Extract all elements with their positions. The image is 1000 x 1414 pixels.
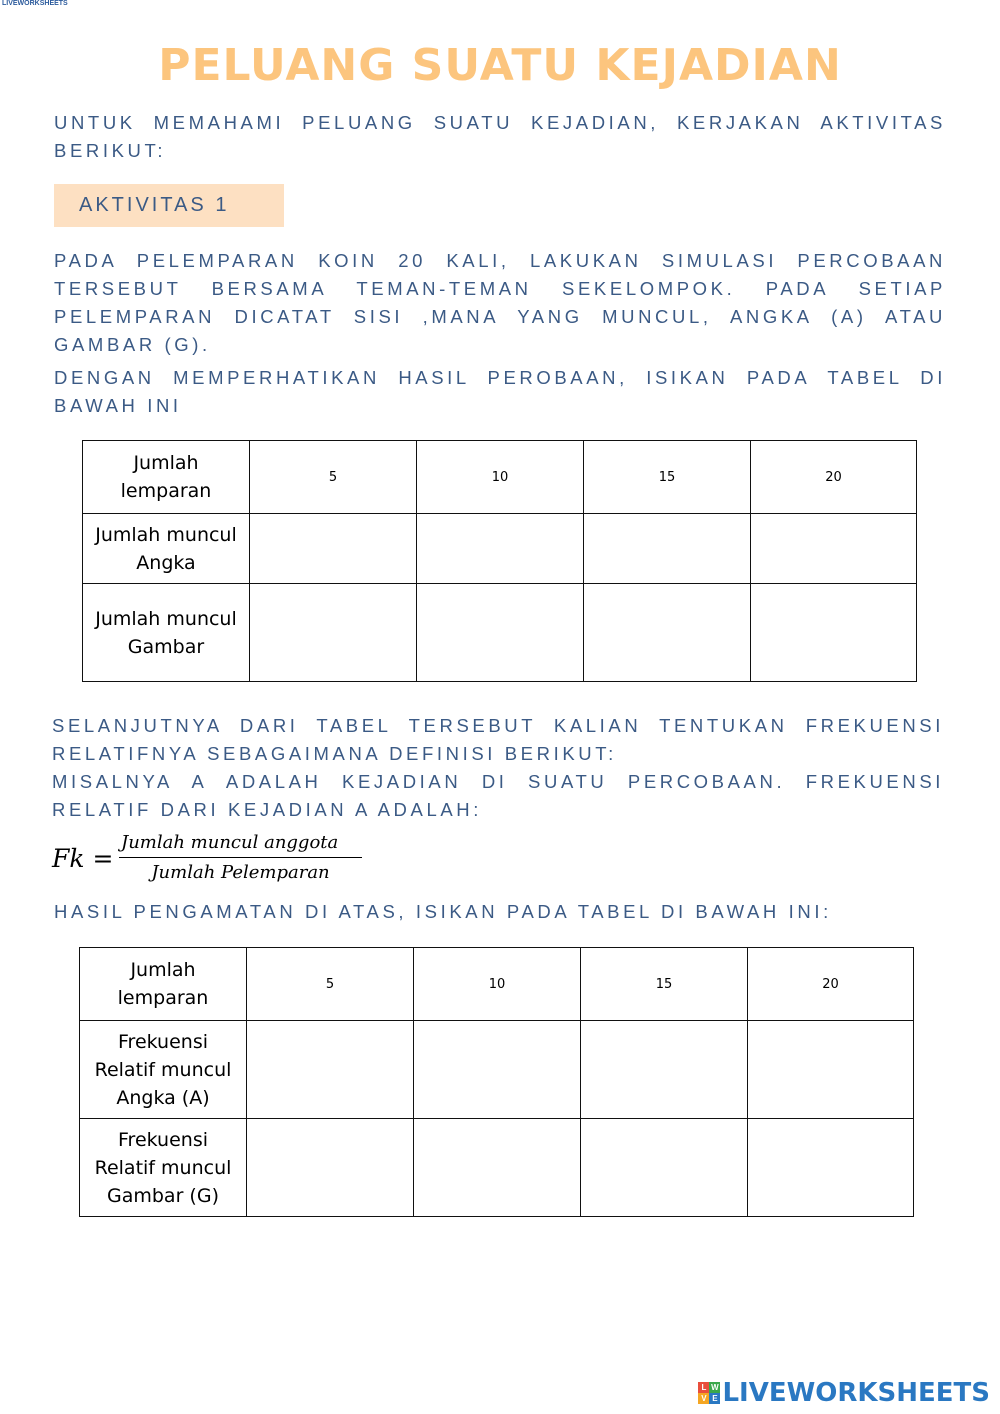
answer-cell[interactable] <box>751 584 917 682</box>
table-cell: 10 <box>414 948 581 1021</box>
brand-logo-icon <box>698 1382 720 1404</box>
table-cell: 15 <box>581 948 748 1021</box>
table-cell: 10 <box>417 441 584 514</box>
instruction-fill-table: DENGAN MEMPERHATIKAN HASIL PEROBAAN, ISIKAN PADA TABEL DI BAWAH INI <box>54 367 946 416</box>
instruction-definition: MISALNYA A ADALAH KEJADIAN DI SUATU PERCOBAAN. FREKUENSI RELATIF DARI KEJADIAN A ADALAH: <box>52 771 944 820</box>
row-header: Frekuensi Relatif muncul Angka (A) <box>80 1021 247 1119</box>
answer-cell[interactable] <box>748 1021 914 1119</box>
activity-badge: AKTIVITAS 1 <box>54 184 284 227</box>
table-cell: 5 <box>247 948 414 1021</box>
watermark-top: LIVEWORKSHEETS <box>2 0 68 7</box>
answer-cell[interactable] <box>250 514 417 584</box>
answer-cell[interactable] <box>581 1119 748 1217</box>
answer-cell[interactable] <box>250 584 417 682</box>
answer-cell[interactable] <box>247 1021 414 1119</box>
instruction-simulation: PADA PELEMPARAN KOIN 20 KALI, LAKUKAN SIMULASI PERCOBAAN TERSEBUT BERSAMA TEMAN-TEMAN SEKELOMPOK. PADA SETIAP PELEMPARAN DICATAT SISI ,MANA YANG MUNCUL, ANGKA (A) ATAU GAMBAR (G). <box>54 250 946 355</box>
brand-footer <box>698 1378 990 1408</box>
answer-cell[interactable] <box>751 514 917 584</box>
table-cell: 20 <box>748 948 914 1021</box>
logo-letter: V <box>698 1393 709 1404</box>
table-cell: 20 <box>751 441 917 514</box>
answer-cell[interactable] <box>417 584 584 682</box>
row-header: Jumlah lemparan <box>80 948 247 1021</box>
observation-table <box>82 440 917 682</box>
formula-fraction <box>119 832 362 883</box>
intro-text: UNTUK MEMAHAMI PELUANG SUATU KEJADIAN, KERJAKAN AKTIVITAS BERIKUT: <box>54 112 946 161</box>
answer-cell[interactable] <box>417 514 584 584</box>
formula-denominator: Jumlah Pelemparan <box>151 862 330 883</box>
row-header: Jumlah muncul Gambar <box>83 584 250 682</box>
row-header: Frekuensi Relatif muncul Gambar (G) <box>80 1119 247 1217</box>
answer-cell[interactable] <box>414 1119 581 1217</box>
logo-letter: E <box>709 1393 720 1404</box>
answer-cell[interactable] <box>247 1119 414 1217</box>
answer-cell[interactable] <box>584 584 751 682</box>
relative-frequency-table <box>79 947 914 1217</box>
answer-cell[interactable] <box>584 514 751 584</box>
table-row <box>80 1021 914 1119</box>
brand-name: LIVEWORKSHEETS <box>722 1378 990 1408</box>
instruction-fill-table-2: HASIL PENGAMATAN DI ATAS, ISIKAN PADA TABEL DI BAWAH INI: <box>54 901 832 922</box>
answer-cell[interactable] <box>748 1119 914 1217</box>
table-row <box>80 1119 914 1217</box>
table-row <box>83 514 917 584</box>
row-header: Jumlah muncul Angka <box>83 514 250 584</box>
logo-letter: W <box>711 1383 719 1392</box>
row-header: Jumlah lemparan <box>83 441 250 514</box>
table-row <box>83 441 917 514</box>
table-row <box>80 948 914 1021</box>
answer-cell[interactable] <box>414 1021 581 1119</box>
logo-letter: L <box>698 1382 709 1393</box>
answer-cell[interactable] <box>581 1021 748 1119</box>
formula-lhs: Fk = <box>52 844 114 873</box>
table-cell: 5 <box>250 441 417 514</box>
table-row <box>83 584 917 682</box>
table-cell: 15 <box>584 441 751 514</box>
page-title: PELUANG SUATU KEJADIAN <box>158 40 842 91</box>
formula-numerator: Jumlah muncul anggota <box>121 832 339 853</box>
instruction-relative-frequency: SELANJUTNYA DARI TABEL TERSEBUT KALIAN TENTUKAN FREKUENSI RELATIFNYA SEBAGAIMANA DEFINISI BERIKUT: <box>52 715 944 764</box>
